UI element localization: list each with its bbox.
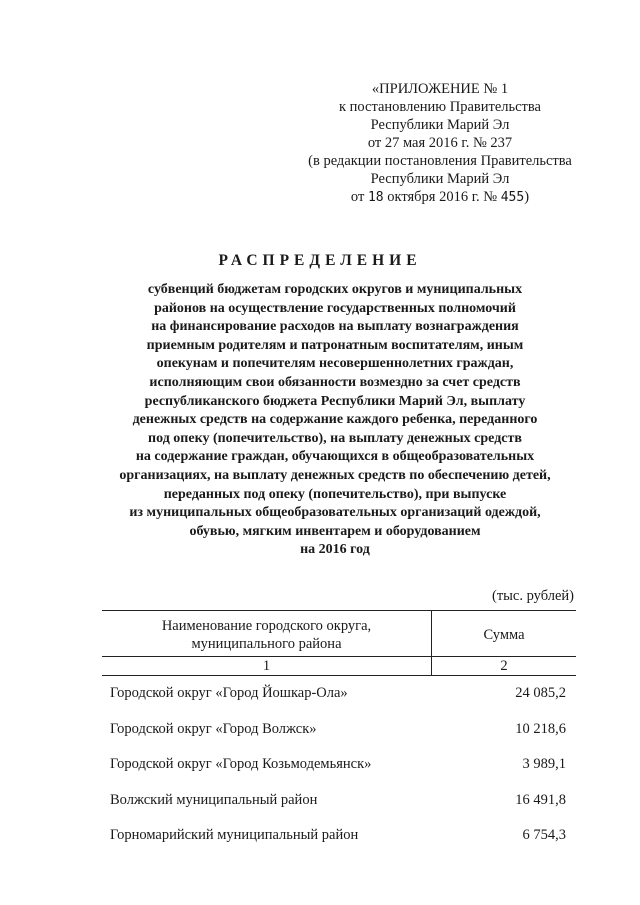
row-name: Городской округ «Город Волжск» (110, 720, 317, 737)
units-label: (тыс. рублей) (492, 588, 574, 604)
document-title: РАСПРЕДЕЛЕНИЕ (218, 252, 422, 269)
table-row (110, 685, 566, 721)
subtitle-line: на 2016 год (300, 542, 370, 558)
header-name-line1: Наименование городского округа, (161, 618, 372, 634)
appendix-date-line (290, 188, 590, 207)
row-sum: 3 989,1 (522, 756, 566, 772)
row-sum: 10 218,6 (515, 720, 566, 737)
subtitle-line: на финансирование расходов на выплату вознаграждения (151, 319, 519, 335)
table-row (110, 756, 566, 792)
row-name: Волжский муниципальный район (110, 791, 318, 808)
subtitle-line: денежных средств на содержание каждого ребенка, переданного (132, 412, 538, 428)
date-suffix: ) (524, 189, 530, 205)
table-row (110, 721, 566, 757)
subtitle-line: приемным родителям и патронатным воспитателям, иным (146, 337, 524, 353)
subtitle-line: из муниципальных общеобразовательных организаций одеждой, (129, 505, 541, 521)
appendix-header (290, 80, 590, 207)
appendix-line: от 27 мая 2016 г. № 237 (367, 135, 513, 151)
header-name-line2: муниципального района (191, 636, 342, 652)
subtitle-line: исполняющим свои обязанности возмездно за счет средств (149, 374, 521, 390)
row-name: Городской округ «Город Йошкар-Ола» (110, 685, 348, 701)
column-number-1: 1 (102, 657, 432, 675)
table-row (110, 792, 566, 828)
appendix-line: Республики Марий Эл (370, 117, 510, 133)
header-sum-cell: Сумма (483, 627, 525, 643)
handwritten-number: 455 (500, 190, 525, 205)
appendix-line: (в редакции постановления Правительства (308, 153, 572, 169)
table-body (110, 685, 566, 863)
subtitle-line: республиканского бюджета Республики Марий Эл, выплату (144, 393, 526, 409)
subtitle-line: переданных под опеку (попечительство), при выпуске (163, 486, 507, 502)
column-number-row (102, 657, 576, 676)
date-middle: октября 2016 г. № (387, 189, 498, 205)
appendix-line: «ПРИЛОЖЕНИЕ № 1 (371, 81, 509, 97)
subtitle-line: обувью, мягким инвентарем и оборудованием (189, 523, 481, 539)
row-sum: 24 085,2 (515, 685, 566, 701)
subtitle-line: под опеку (попечительство), на выплату денежных средств (148, 430, 522, 446)
row-name: Горномарийский муниципальный район (110, 827, 359, 843)
subtitle-line: опекунам и попечителям несовершеннолетних граждан, (156, 356, 514, 372)
date-prefix: от (350, 189, 365, 205)
row-name: Городской округ «Город Козьмодемьянск» (110, 756, 372, 772)
handwritten-day: 18 (367, 190, 384, 205)
row-sum: 6 754,3 (522, 827, 566, 843)
subtitle-line: организациях, на выплату денежных средств по обеспечению детей, (119, 467, 551, 483)
row-sum: 16 491,8 (515, 791, 566, 808)
appendix-line: Республики Марий Эл (370, 171, 510, 187)
column-number-2: 2 (500, 658, 508, 674)
subtitle-line: субвенций бюджетам городских округов и муниципальных (147, 282, 523, 297)
table-row (110, 827, 566, 863)
table-header-row (102, 610, 576, 657)
appendix-line: к постановлению Правительства (339, 99, 541, 115)
distribution-table-header (102, 610, 576, 676)
subtitle-line: на содержание граждан, обучающихся в общеобразовательных (135, 449, 535, 465)
subtitle-line: районов на осуществление государственных полномочий (154, 300, 516, 316)
document-subtitle (95, 281, 575, 560)
header-name-cell (102, 611, 432, 656)
